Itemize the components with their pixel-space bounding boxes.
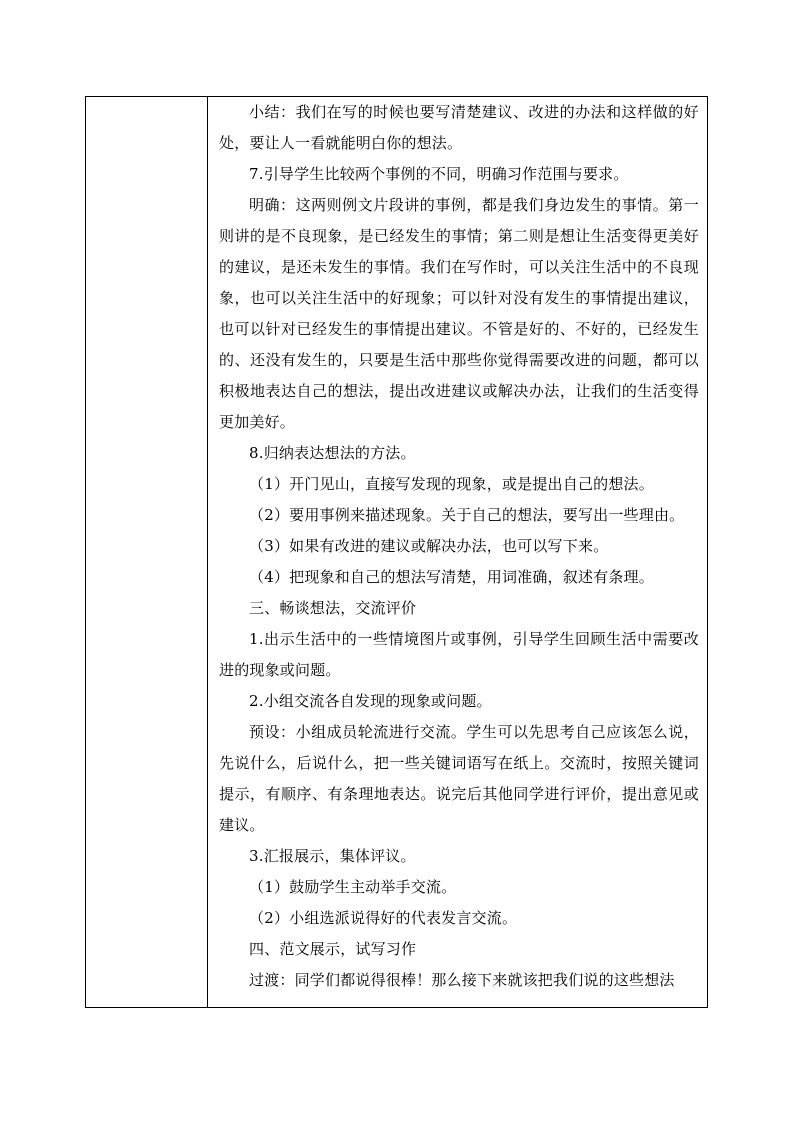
paragraph-preset: 预设：小组成员轮流进行交流。学生可以先思考自己应该怎么说，先说什么，后说什么，把一些关键词语写在纸上。交流时，按照关键词提示，有顺序、有条理地表达。说完后其他同学进行评价，提出意见或建议。 <box>219 723 699 834</box>
paragraph-summary: 小结：我们在写的时候也要写清楚建议、改进的办法和这样做的好处，要让人一看就能明白你的想法。 <box>219 103 699 152</box>
paragraph-transition: 过渡：同学们都说得很棒！那么接下来就该把我们说的这些想法 <box>249 971 675 989</box>
paragraph-method-3: （3）如果有改进的建议或解决办法，也可以写下来。 <box>249 537 609 555</box>
section-heading-3: 三、畅谈想法，交流评价 <box>249 599 417 617</box>
section-heading-4: 四、范文展示，试写习作 <box>249 940 417 958</box>
table-content-cell <box>208 97 707 1007</box>
paragraph-step-8: 8.归纳表达想法的方法。 <box>249 444 416 462</box>
paragraph-report-2: （2）小组选派说得好的代表发言交流。 <box>249 909 518 927</box>
paragraph-clarify: 明确：这两则例文片段讲的事例，都是我们身边发生的事情。第一则讲的是不良现象，是已经发生的事情；第二则是想让生活变得更美好的建议，是还未发生的事情。我们在写作时，可以关注生活中的不良现象，也可以关注生活中的好现象；可以针对没有发生的事情提出建议，也可以针对已经发生的事情提出建议。不管是好的、不好的，已经发生的、还没有发生的，只要是生活中那些你觉得需要改进的问题，都可以积极地表达自己的想法，提出改进建议或解决办法，让我们的生活变得更加美好。 <box>219 196 699 431</box>
paragraph-step-7: 7.引导学生比较两个事例的不同，明确习作范围与要求。 <box>249 165 629 183</box>
paragraph-method-4: （4）把现象和自己的想法写清楚，用词准确，叙述有条理。 <box>249 568 654 586</box>
paragraph-share-3: 3.汇报展示，集体评议。 <box>249 847 416 865</box>
table-left-cell <box>86 97 208 1007</box>
lesson-plan-table <box>85 96 708 1008</box>
paragraph-method-1: （1）开门见山，直接写发现的现象，或是提出自己的想法。 <box>249 475 654 493</box>
paragraph-method-2: （2）要用事例来描述现象。关于自己的想法，要写出一些理由。 <box>249 506 685 524</box>
paragraph-share-1: 1.出示生活中的一些情境图片或事例，引导学生回顾生活中需要改进的现象或问题。 <box>219 630 699 679</box>
paragraph-report-1: （1）鼓励学生主动举手交流。 <box>249 878 457 896</box>
paragraph-share-2: 2.小组交流各自发现的现象或问题。 <box>249 692 492 710</box>
